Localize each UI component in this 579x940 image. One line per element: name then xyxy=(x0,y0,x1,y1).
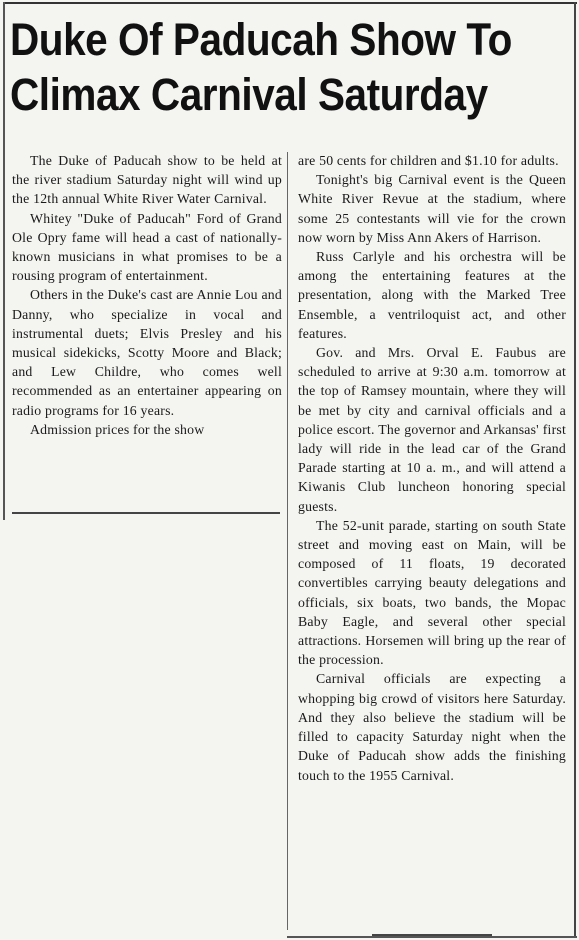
article-column-left xyxy=(12,151,282,439)
clipping-edge-top xyxy=(3,2,577,4)
paragraph: Others in the Duke's cast are Annie Lou and Danny, who specialize in vocal and instrumental duets; Elvis Presley and his musical sidekicks, Scotty Moore and Black; and Lew Childre, who comes well recommended as an entertainer appearing on radio programs for 16 years. xyxy=(12,287,282,418)
paragraph: The 52-unit parade, starting on south State street and moving east on Main, will be composed of 11 floats, 19 decorated convertibles carrying beauty delegations and officials, six boats, two bands, the Mopac Baby Eagle, and several other special attractions. Horsemen will bring up the rear of the procession. xyxy=(298,517,566,668)
paragraph: Gov. and Mrs. Orval E. Faubus are scheduled to arrive at 9:30 a.m. tomorrow at the top of Ramsey mountain, where they will be met by city and carnival officials and a police escort. The governor and Arkansas' first lady will ride in the lead car of the Grand Parade starting at 10 a. m., and will attend a Kiwanis Club luncheon honoring special guests. xyxy=(298,345,566,514)
paragraph: Tonight's big Carnival event is the Queen White River Revue at the stadium, where some 25 contestants will vie for the crown now worn by Miss Ann Akers of Harrison. xyxy=(298,172,566,245)
paragraph: The Duke of Paducah show to be held at the river stadium Saturday night will wind up the 12th annual White River Water Carnival. xyxy=(12,153,282,207)
clipping-edge-left xyxy=(3,2,5,520)
article-column-right xyxy=(298,151,566,785)
paragraph: Russ Carlyle and his orchestra will be among the entertaining features at the presentation, along with the Marked Tree Ensemble, a ventriloquist act, and other features. xyxy=(298,249,566,341)
column-divider xyxy=(287,152,288,930)
paragraph: Carnival officials are expecting a whopping big crowd of visitors here Saturday. And they also believe the stadium will be filled to capacity Saturday night when the Duke of Paducah show adds the finishing touch to the 1955 Carnival. xyxy=(298,671,566,783)
paragraph: are 50 cents for children and $1.10 for adults. xyxy=(298,153,559,168)
headline: Duke Of Paducah Show To Climax Carnival Saturday xyxy=(10,14,512,120)
clipping-edge-bottom xyxy=(287,936,577,938)
column-end-rule xyxy=(12,512,280,514)
paragraph: Whitey "Duke of Paducah" Ford of Grand Ole Opry fame will head a cast of nationally-known musicians in what promises to be a rousing program of entertainment. xyxy=(12,210,282,284)
paragraph: Admission prices for the show xyxy=(30,421,205,437)
article-end-rule xyxy=(372,934,492,936)
clipping-edge-right xyxy=(574,2,576,938)
